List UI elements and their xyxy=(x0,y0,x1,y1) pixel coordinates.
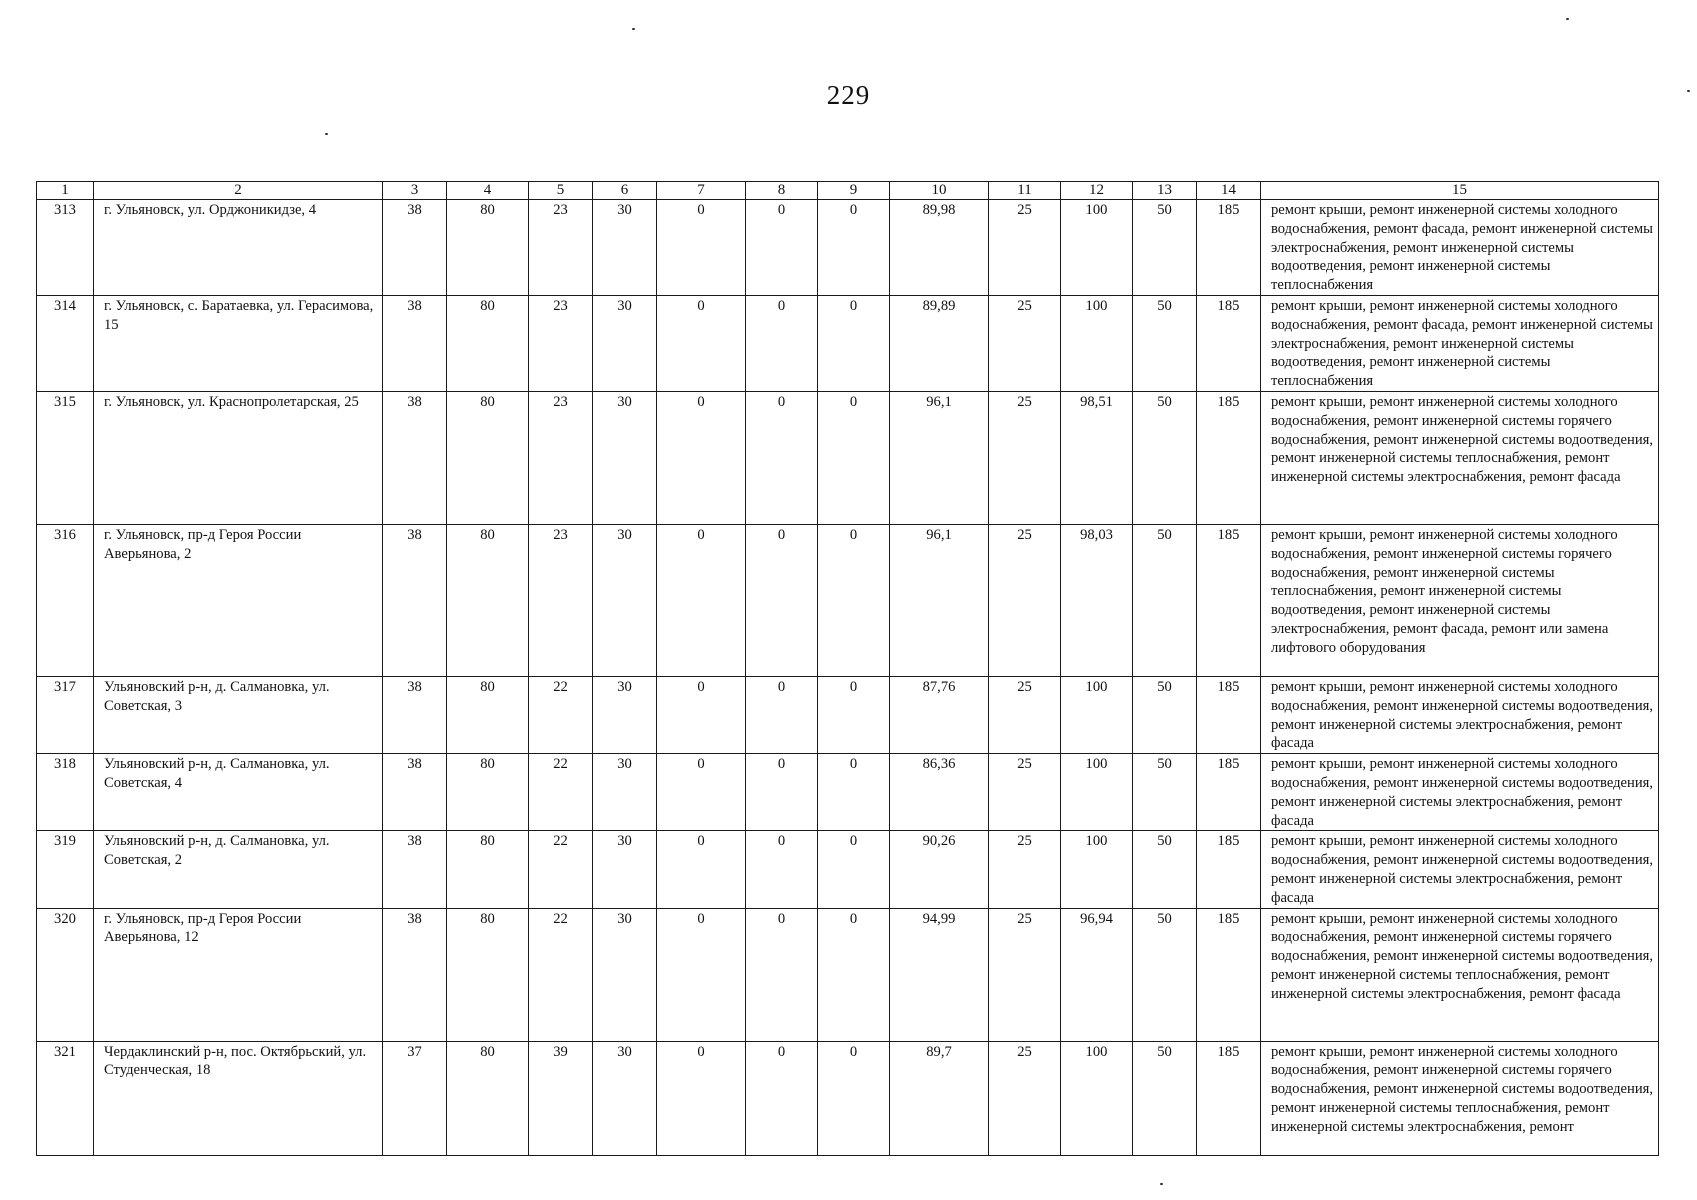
value-cell: 50 xyxy=(1133,524,1197,676)
value-cell: 39 xyxy=(529,1041,593,1155)
works-cell: ремонт крыши, ремонт инженерной системы холодного водоснабжения, ремонт инженерной системы горячего водоснабжения, ремонт инженерной системы водоотведения, ремонт инженерной системы теплоснабжения, ремонт инженерной системы электроснабжения, ремонт xyxy=(1261,1041,1659,1155)
value-cell: 38 xyxy=(383,676,447,753)
column-header: 15 xyxy=(1261,182,1659,200)
value-cell: 185 xyxy=(1197,676,1261,753)
value-cell: 23 xyxy=(529,200,593,296)
page-number: 229 xyxy=(826,80,871,110)
address-cell: Ульяновский р-н, д. Салмановка, ул. Советская, 4 xyxy=(94,754,383,831)
column-header: 5 xyxy=(529,182,593,200)
value-cell: 0 xyxy=(657,1041,746,1155)
value-cell: 0 xyxy=(818,908,890,1041)
value-cell: 25 xyxy=(989,1041,1061,1155)
value-cell: 80 xyxy=(447,391,529,524)
value-cell: 0 xyxy=(746,1041,818,1155)
column-header: 11 xyxy=(989,182,1061,200)
value-cell: 0 xyxy=(657,524,746,676)
works-cell: ремонт крыши, ремонт инженерной системы холодного водоснабжения, ремонт инженерной системы водоотведения, ремонт инженерной системы электроснабжения, ремонт фасада xyxy=(1261,676,1659,753)
value-cell: 50 xyxy=(1133,754,1197,831)
value-cell: 0 xyxy=(746,908,818,1041)
column-header: 6 xyxy=(593,182,657,200)
value-cell: 25 xyxy=(989,676,1061,753)
column-header: 4 xyxy=(447,182,529,200)
value-cell: 22 xyxy=(529,754,593,831)
value-cell: 25 xyxy=(989,524,1061,676)
value-cell: 38 xyxy=(383,295,447,391)
value-cell: 89,7 xyxy=(890,1041,989,1155)
value-cell: 50 xyxy=(1133,391,1197,524)
value-cell: 0 xyxy=(657,676,746,753)
column-header: 8 xyxy=(746,182,818,200)
value-cell: 90,26 xyxy=(890,831,989,908)
value-cell: 185 xyxy=(1197,295,1261,391)
table-row xyxy=(37,391,1659,524)
value-cell: 37 xyxy=(383,1041,447,1155)
value-cell: 23 xyxy=(529,391,593,524)
address-cell: г. Ульяновск, ул. Краснопролетарская, 25 xyxy=(94,391,383,524)
value-cell: 50 xyxy=(1133,908,1197,1041)
value-cell: 0 xyxy=(818,676,890,753)
address-cell: Ульяновский р-н, д. Салмановка, ул. Советская, 3 xyxy=(94,676,383,753)
value-cell: 50 xyxy=(1133,831,1197,908)
column-header: 9 xyxy=(818,182,890,200)
value-cell: 100 xyxy=(1061,1041,1133,1155)
table-row xyxy=(37,831,1659,908)
value-cell: 185 xyxy=(1197,1041,1261,1155)
value-cell: 0 xyxy=(746,295,818,391)
value-cell: 0 xyxy=(746,391,818,524)
row-number: 318 xyxy=(37,754,94,831)
value-cell: 0 xyxy=(657,200,746,296)
value-cell: 38 xyxy=(383,524,447,676)
value-cell: 185 xyxy=(1197,831,1261,908)
works-cell: ремонт крыши, ремонт инженерной системы холодного водоснабжения, ремонт инженерной системы водоотведения, ремонт инженерной системы электроснабжения, ремонт фасада xyxy=(1261,754,1659,831)
table-row xyxy=(37,676,1659,753)
scan-speck xyxy=(632,28,635,30)
value-cell: 0 xyxy=(657,295,746,391)
value-cell: 185 xyxy=(1197,754,1261,831)
value-cell: 185 xyxy=(1197,200,1261,296)
value-cell: 50 xyxy=(1133,295,1197,391)
address-cell: Чердаклинский р-н, пос. Октябрьский, ул. Студенческая, 18 xyxy=(94,1041,383,1155)
address-cell: г. Ульяновск, с. Баратаевка, ул. Герасимова, 15 xyxy=(94,295,383,391)
table-row xyxy=(37,295,1659,391)
value-cell: 100 xyxy=(1061,676,1133,753)
value-cell: 96,94 xyxy=(1061,908,1133,1041)
value-cell: 30 xyxy=(593,831,657,908)
value-cell: 30 xyxy=(593,676,657,753)
value-cell: 25 xyxy=(989,831,1061,908)
value-cell: 0 xyxy=(746,831,818,908)
column-header: 3 xyxy=(383,182,447,200)
value-cell: 25 xyxy=(989,908,1061,1041)
value-cell: 80 xyxy=(447,831,529,908)
table-row xyxy=(37,524,1659,676)
value-cell: 0 xyxy=(818,200,890,296)
address-cell: г. Ульяновск, пр-д Героя России Аверьянова, 12 xyxy=(94,908,383,1041)
value-cell: 0 xyxy=(818,754,890,831)
value-cell: 100 xyxy=(1061,295,1133,391)
value-cell: 30 xyxy=(593,754,657,831)
value-cell: 100 xyxy=(1061,200,1133,296)
value-cell: 0 xyxy=(657,831,746,908)
value-cell: 80 xyxy=(447,676,529,753)
column-number-row xyxy=(37,182,1659,200)
works-cell: ремонт крыши, ремонт инженерной системы холодного водоснабжения, ремонт инженерной системы горячего водоснабжения, ремонт инженерной системы водоотведения, ремонт инженерной системы теплоснабжения, ремонт инженерной системы электроснабжения, ремонт фасада xyxy=(1261,908,1659,1041)
value-cell: 38 xyxy=(383,391,447,524)
value-cell: 23 xyxy=(529,295,593,391)
value-cell: 30 xyxy=(593,295,657,391)
value-cell: 0 xyxy=(818,831,890,908)
column-header: 12 xyxy=(1061,182,1133,200)
value-cell: 80 xyxy=(447,1041,529,1155)
value-cell: 185 xyxy=(1197,524,1261,676)
value-cell: 96,1 xyxy=(890,524,989,676)
works-cell: ремонт крыши, ремонт инженерной системы холодного водоснабжения, ремонт инженерной системы водоотведения, ремонт инженерной системы электроснабжения, ремонт фасада xyxy=(1261,831,1659,908)
column-header: 7 xyxy=(657,182,746,200)
column-header: 10 xyxy=(890,182,989,200)
value-cell: 23 xyxy=(529,524,593,676)
row-number: 319 xyxy=(37,831,94,908)
value-cell: 30 xyxy=(593,908,657,1041)
value-cell: 86,36 xyxy=(890,754,989,831)
value-cell: 22 xyxy=(529,908,593,1041)
table-row xyxy=(37,908,1659,1041)
value-cell: 30 xyxy=(593,391,657,524)
row-number: 321 xyxy=(37,1041,94,1155)
value-cell: 98,03 xyxy=(1061,524,1133,676)
row-number: 313 xyxy=(37,200,94,296)
value-cell: 100 xyxy=(1061,754,1133,831)
value-cell: 0 xyxy=(818,391,890,524)
address-cell: г. Ульяновск, пр-д Героя России Аверьянова, 2 xyxy=(94,524,383,676)
value-cell: 0 xyxy=(657,908,746,1041)
value-cell: 0 xyxy=(818,1041,890,1155)
value-cell: 0 xyxy=(746,200,818,296)
value-cell: 80 xyxy=(447,295,529,391)
value-cell: 38 xyxy=(383,831,447,908)
value-cell: 80 xyxy=(447,524,529,676)
scan-speck xyxy=(1566,18,1569,20)
row-number: 314 xyxy=(37,295,94,391)
value-cell: 25 xyxy=(989,200,1061,296)
table-row xyxy=(37,200,1659,296)
table-row xyxy=(37,754,1659,831)
value-cell: 0 xyxy=(657,754,746,831)
value-cell: 185 xyxy=(1197,908,1261,1041)
value-cell: 96,1 xyxy=(890,391,989,524)
scan-speck xyxy=(1160,1183,1163,1185)
value-cell: 87,76 xyxy=(890,676,989,753)
table-row xyxy=(37,1041,1659,1155)
value-cell: 80 xyxy=(447,200,529,296)
works-cell: ремонт крыши, ремонт инженерной системы холодного водоснабжения, ремонт фасада, ремонт инженерной системы электроснабжения, ремонт инженерной системы водоотведения, ремонт инженерной системы теплоснабжения xyxy=(1261,200,1659,296)
value-cell: 0 xyxy=(818,295,890,391)
row-number: 317 xyxy=(37,676,94,753)
value-cell: 0 xyxy=(746,676,818,753)
value-cell: 98,51 xyxy=(1061,391,1133,524)
column-header: 14 xyxy=(1197,182,1261,200)
value-cell: 0 xyxy=(746,524,818,676)
value-cell: 80 xyxy=(447,908,529,1041)
value-cell: 22 xyxy=(529,831,593,908)
value-cell: 89,98 xyxy=(890,200,989,296)
address-cell: г. Ульяновск, ул. Орджоникидзе, 4 xyxy=(94,200,383,296)
value-cell: 50 xyxy=(1133,676,1197,753)
value-cell: 30 xyxy=(593,524,657,676)
address-cell: Ульяновский р-н, д. Салмановка, ул. Советская, 2 xyxy=(94,831,383,908)
works-cell: ремонт крыши, ремонт инженерной системы холодного водоснабжения, ремонт инженерной системы горячего водоснабжения, ремонт инженерной системы теплоснабжения, ремонт инженерной системы водоотведения, ремонт инженерной системы электроснабжения, ремонт фасада, ремонт или замена лифтового оборудования xyxy=(1261,524,1659,676)
value-cell: 100 xyxy=(1061,831,1133,908)
row-number: 316 xyxy=(37,524,94,676)
column-header: 13 xyxy=(1133,182,1197,200)
value-cell: 80 xyxy=(447,754,529,831)
value-cell: 22 xyxy=(529,676,593,753)
value-cell: 89,89 xyxy=(890,295,989,391)
value-cell: 38 xyxy=(383,754,447,831)
value-cell: 0 xyxy=(657,391,746,524)
row-number: 320 xyxy=(37,908,94,1041)
value-cell: 0 xyxy=(818,524,890,676)
value-cell: 50 xyxy=(1133,1041,1197,1155)
value-cell: 38 xyxy=(383,200,447,296)
value-cell: 25 xyxy=(989,754,1061,831)
works-cell: ремонт крыши, ремонт инженерной системы холодного водоснабжения, ремонт фасада, ремонт инженерной системы электроснабжения, ремонт инженерной системы водоотведения, ремонт инженерной системы теплоснабжения xyxy=(1261,295,1659,391)
value-cell: 30 xyxy=(593,200,657,296)
row-number: 315 xyxy=(37,391,94,524)
value-cell: 25 xyxy=(989,295,1061,391)
column-header: 1 xyxy=(37,182,94,200)
scan-speck xyxy=(325,133,328,135)
value-cell: 50 xyxy=(1133,200,1197,296)
value-cell: 185 xyxy=(1197,391,1261,524)
works-cell: ремонт крыши, ремонт инженерной системы холодного водоснабжения, ремонт инженерной системы горячего водоснабжения, ремонт инженерной системы водоотведения, ремонт инженерной системы теплоснабжения, ремонт инженерной системы электроснабжения, ремонт фасада xyxy=(1261,391,1659,524)
value-cell: 0 xyxy=(746,754,818,831)
value-cell: 94,99 xyxy=(890,908,989,1041)
scan-speck xyxy=(1687,90,1690,92)
repair-schedule-table xyxy=(36,181,1659,1156)
value-cell: 25 xyxy=(989,391,1061,524)
value-cell: 30 xyxy=(593,1041,657,1155)
value-cell: 38 xyxy=(383,908,447,1041)
column-header: 2 xyxy=(94,182,383,200)
